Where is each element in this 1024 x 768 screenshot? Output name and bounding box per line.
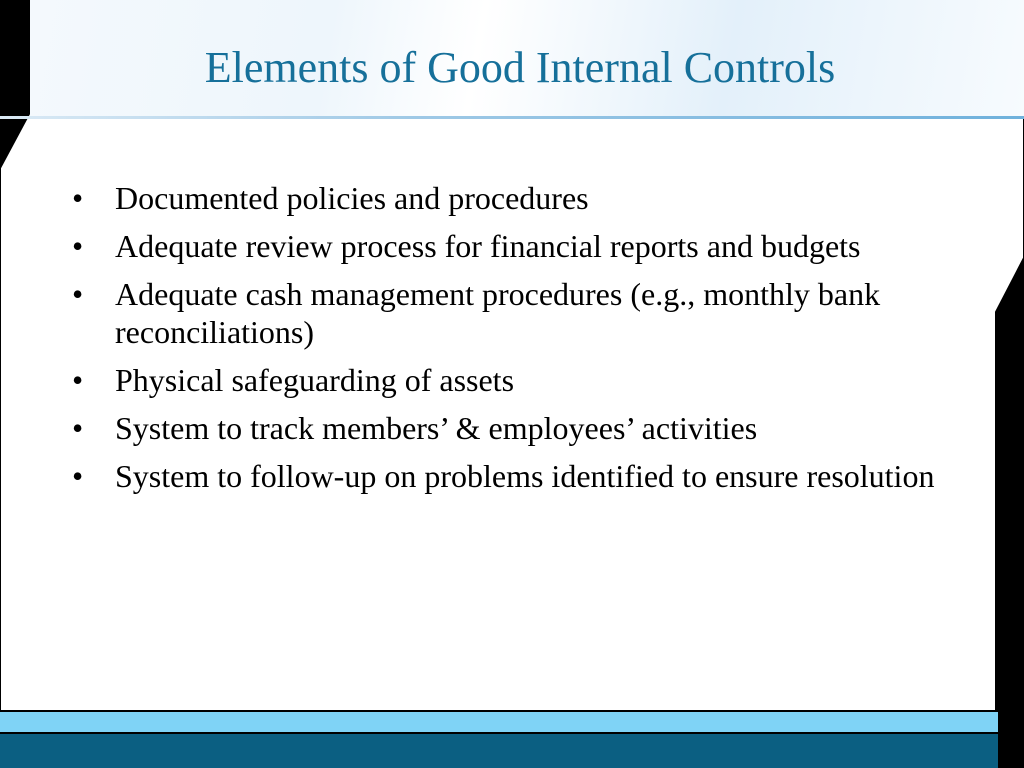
bullet-text: Physical safeguarding of assets <box>115 362 515 398</box>
bullet-marker: • <box>72 458 84 494</box>
footer-band <box>0 734 998 768</box>
bullet-text: System to track members’ & employees’ activities <box>115 410 758 446</box>
bullet-marker: • <box>72 180 84 216</box>
bullet-text: Adequate review process for financial reports and budgets <box>115 228 861 264</box>
bullet-text: System to follow-up on problems identified to ensure resolution <box>115 458 935 494</box>
bullet-item <box>72 361 972 399</box>
bullet-item <box>72 409 972 447</box>
bullet-item <box>72 275 972 351</box>
bullet-item <box>72 227 972 265</box>
bullet-list <box>72 179 972 505</box>
bullet-marker: • <box>72 276 84 312</box>
bullet-item <box>72 457 972 495</box>
bullet-marker: • <box>72 228 84 264</box>
header-divider <box>0 116 1024 119</box>
slide-title: Elements of Good Internal Controls <box>204 43 836 92</box>
bullet-text: Documented policies and procedures <box>115 180 589 216</box>
bullet-item <box>72 179 972 217</box>
bullet-marker: • <box>72 362 84 398</box>
bullet-text: Adequate cash management procedures (e.g., monthly bank reconciliations) <box>115 276 881 350</box>
footer-accent-band <box>0 710 998 734</box>
bullet-marker: • <box>72 410 84 446</box>
